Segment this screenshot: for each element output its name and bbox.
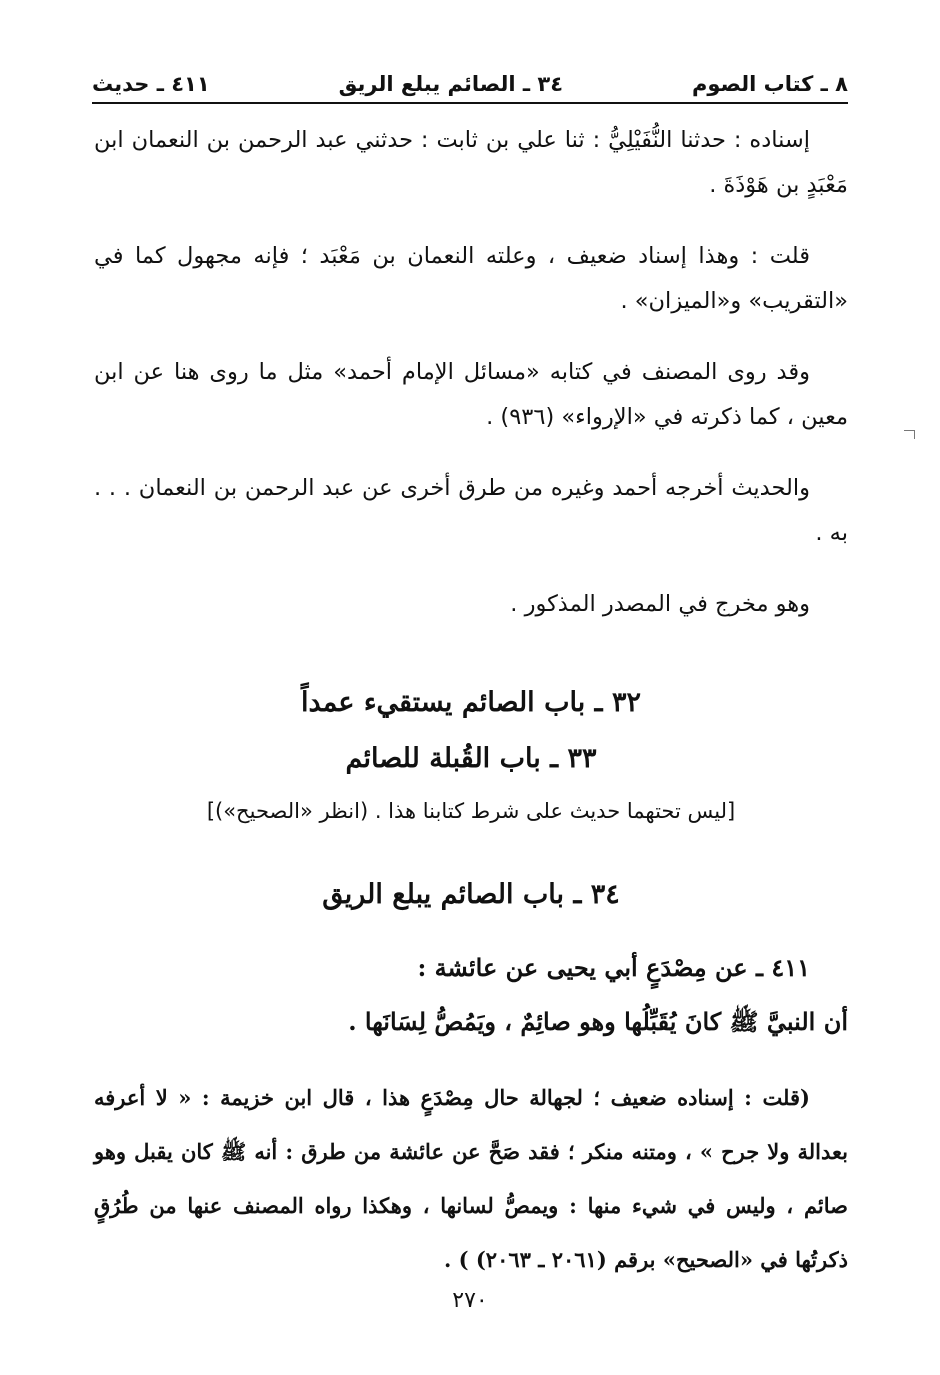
paragraph-isnad: إسناده : حدثنا النُّفَيْلِيُّ : ثنا علي بن ثابت : حدثني عبد الرحمن بن النعمان ابن مَعْبَدٍ بن هَوْذَةَ .	[94, 127, 848, 198]
paragraph-masail: وقد روى المصنف في كتابه «مسائل الإمام أحمد» مثل ما روى هنا عن ابن معين ، كما ذكرته في «الإرواء» (٩٣٦) .	[94, 359, 848, 430]
hadith-isnad: ٤١١ ـ عن مِصْدَعٍ أبي يحيى عن عائشة :	[417, 953, 810, 982]
chapter-heading-33: ٣٣ ـ باب القُبلة للصائم	[345, 743, 597, 774]
chapter-heading-32: ٣٢ ـ باب الصائم يستقيء عمداً	[301, 687, 641, 718]
hadith-commentary: (قلت : إسناده ضعيف ؛ لجهالة حال مِصْدَعٍ هذا ، قال ابن خزيمة : « لا أعرفه بعدالة ولا جرح » ، ومتنه منكر ؛ فقد صَحَّ عن عائشة من طرق : أنه ﷺ كان يقبل وهو صائم ، وليس في شيء منها : ويمصُّ لسانها ، وهكذا رواه المصنف عنها من طُرُقٍ ذكرتُها في «الصحيح» برقم (٢٠٦١ ـ ٢٠٦٣) ) .	[94, 1085, 848, 1272]
chapter-heading-34: ٣٤ ـ باب الصائم يبلع الريق	[322, 879, 620, 910]
header-book-title: ٨ ـ كتاب الصوم	[691, 72, 848, 96]
paragraph-weakness: قلت : وهذا إسناد ضعيف ، وعلته النعمان بن مَعْبَد ؛ فإنه مجهول كما في «التقريب» و«الميزان» .	[94, 243, 848, 314]
running-header	[92, 66, 848, 104]
page-content	[94, 118, 848, 1287]
paragraph-source: وهو مخرج في المصدر المذكور .	[510, 591, 810, 617]
header-chapter-title: ٣٤ ـ الصائم يبلع الريق	[338, 72, 564, 96]
margin-mark	[904, 430, 915, 439]
chapter-note: [ليس تحتهما حديث على شرط كتابنا هذا . (انظر «الصحيح»)]	[206, 799, 736, 823]
hadith-text: أن النبيَّ ﷺ كانَ يُقَبِّلُها وهو صائِمٌ ، ويَمُصُّ لِسَانَها .	[348, 1007, 848, 1036]
page-number: ٢٧٠	[452, 1288, 488, 1313]
paragraph-ahmad: والحديث أخرجه أحمد وغيره من طرق أخرى عن عبد الرحمن بن النعمان . . . به .	[94, 475, 848, 546]
header-hadith-number: ٤١١ ـ حديث	[92, 72, 210, 96]
